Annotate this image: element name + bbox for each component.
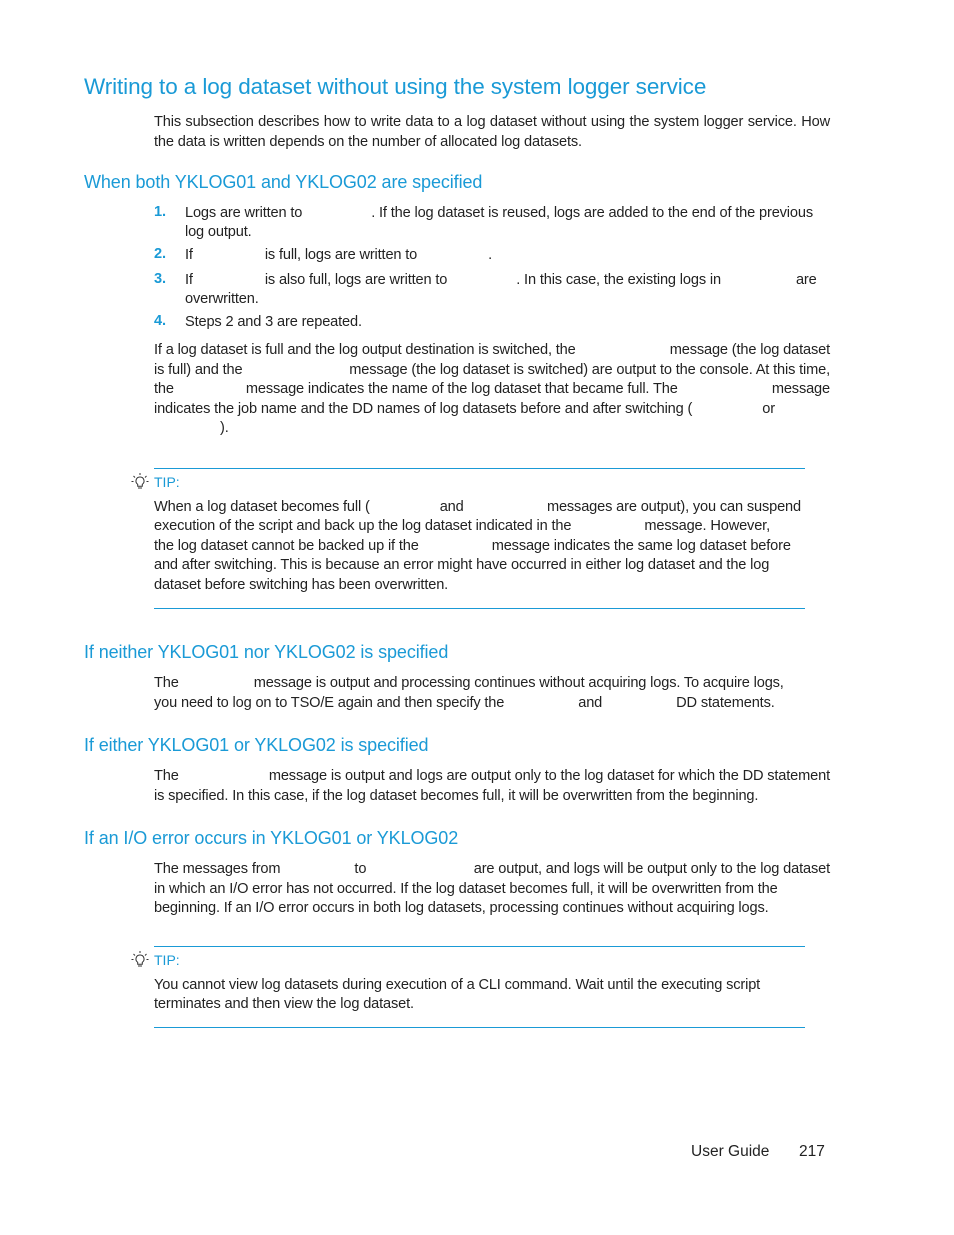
tip-top-rule [154, 946, 805, 947]
step-number: 2. [154, 246, 166, 262]
tip-bottom-rule [154, 1027, 805, 1028]
step-text: Steps 2 and 3 are repeated. [185, 314, 362, 330]
neither-paragraph: The message is output and processing continues without acquiring logs. To acquire logs, you need to log on to TSO/E again and then specify the and DD statements. [154, 675, 784, 711]
step-number: 1. [154, 204, 166, 220]
intro-paragraph: This subsection describes how to write data to a log dataset without using the system logger service. How the data is written depends on the number of allocated log datasets. [154, 114, 830, 150]
page-title: Writing to a log dataset without using the system logger service [84, 74, 707, 99]
step-text: Logs are written to . If the log dataset is reused, logs are added to the end of the previous log output. [185, 205, 813, 241]
step-number: 4. [154, 313, 166, 329]
switch-paragraph: If a log dataset is full and the log output destination is switched, the message (the log dataset is full) and the message (the log dataset is switched) are output to the console. At this time, the message indicates the name of the log dataset that became full. The message indicates the job name and the DD names of log datasets before and after switching ( or ). [154, 342, 830, 437]
tip-text: When a log dataset becomes full ( and messages are output), you can suspend execution of the script and back up the log dataset indicated in the message. However, the log dataset cannot be backed up if the message indicates the same log dataset before and after switching. This is because an error might have occurred in either log dataset and the log dataset before switching has been overwritten. [154, 499, 801, 593]
io-error-paragraph: The messages from to are output, and logs will be output only to the log dataset in which an I/O error has not occurred. If the log dataset becomes full, it will be overwritten from the beginning. If an I/O error occurs in both log datasets, processing continues without acquiring logs. [154, 861, 830, 917]
section-heading-both: When both YKLOG01 and YKLOG02 are specified [84, 172, 483, 192]
tip-text: You cannot view log datasets during execution of a CLI command. Wait until the executing script terminates and then view the log dataset. [154, 977, 761, 1013]
step-text: If is also full, logs are written to . In this case, the existing logs in are overwritten. [185, 272, 817, 308]
tip-label: TIP: [154, 474, 180, 490]
step-number: 3. [154, 271, 166, 287]
lightbulb-icon [130, 472, 150, 492]
lightbulb-icon [130, 950, 150, 970]
section-heading-either: If either YKLOG01 or YKLOG02 is specified [84, 735, 429, 755]
page-number: 217 [799, 1143, 825, 1160]
section-heading-io-error: If an I/O error occurs in YKLOG01 or YKLOG02 [84, 828, 459, 848]
tip-bottom-rule [154, 608, 805, 609]
tip-top-rule [154, 468, 805, 469]
either-paragraph: The message is output and logs are output only to the log dataset for which the DD statement is specified. In this case, if the log dataset becomes full, it will be overwritten from the beginning. [154, 768, 830, 804]
tip-label: TIP: [154, 952, 180, 968]
step-text: If is full, logs are written to . [185, 247, 493, 263]
section-heading-neither: If neither YKLOG01 nor YKLOG02 is specified [84, 642, 449, 662]
footer-guide-title: User Guide [691, 1143, 770, 1160]
